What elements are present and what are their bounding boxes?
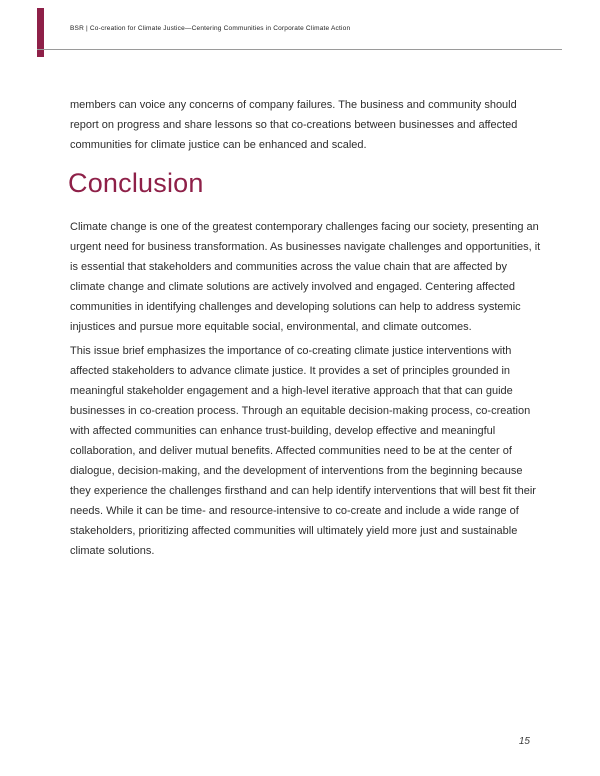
- paragraph-issue-brief: This issue brief emphasizes the importance of co-creating climate justice interventions with affected stakeholders to advance climate justice. It provides a set of principles grounded in meaningful stakeholder engagement and a high-level iterative approach that that can guide businesses in co-creation process. Through an equitable decision-making process, co-creation with affected communities can enhance trust-building, develop effective and meaningful collaboration, and deliver mutual benefits. Affected communities need to be at the center of dialogue, decision-making, and the development of interventions from the beginning because they experience the challenges firsthand and can help identify interventions that will best fit their needs. While it can be time- and resource-intensive to co-create and include a wide range of stakeholders, prioritizing affected communities will ultimately yield more just and sustainable climate solutions.: [70, 345, 536, 557]
- running-header: BSR | Co-creation for Climate Justice—Centering Communities in Corporate Climate Action: [70, 25, 351, 32]
- header-rule-divider: [37, 49, 562, 50]
- page-number: 15: [518, 736, 530, 747]
- section-heading-conclusion: Conclusion: [68, 168, 204, 199]
- paragraph-climate-change: Climate change is one of the greatest contemporary challenges facing our society, presenting an urgent need for business transformation. As businesses navigate challenges and opportunities, it is essential that stakeholders and communities across the value chain that are affected by climate change and climate solutions are actively involved and engaged. Centering affected communities in identifying challenges and developing solutions can help to address systemic injustices and pursue more equitable social, environmental, and climate outcomes.: [70, 221, 541, 333]
- paragraph-continuation: members can voice any concerns of company failures. The business and community should report on progress and share lessons so that co-creations between businesses and affected communities for climate justice can be enhanced and scaled.: [70, 99, 518, 151]
